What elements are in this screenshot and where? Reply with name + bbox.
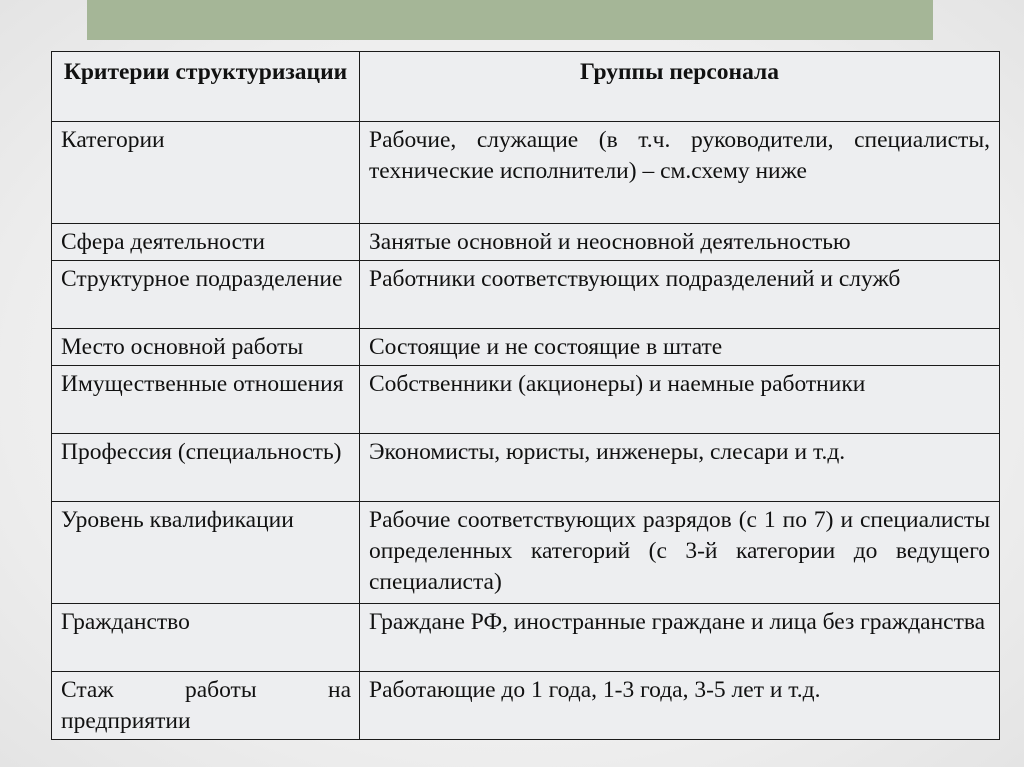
table-row: [52, 261, 1000, 329]
table-row: [52, 502, 1000, 604]
table-row: [52, 224, 1000, 261]
table-row: [52, 604, 1000, 672]
row-groups: Экономисты, юристы, инженеры, слесари и т.д.: [360, 434, 1000, 502]
row-groups: Работники соответствующих подразделений и служб: [360, 261, 1000, 329]
table-header-row: [52, 52, 1000, 122]
row-criterion: Имущественные отношения: [52, 366, 360, 434]
table-row: [52, 672, 1000, 740]
table-row: [52, 366, 1000, 434]
row-groups: Занятые основной и неосновной деятельностью: [360, 224, 1000, 261]
row-groups: Рабочие соответствующих разрядов (с 1 по 7) и специалисты определенных категорий (с 3-й категории до ведущего специалиста): [360, 502, 1000, 604]
row-criterion: Сфера деятельности: [52, 224, 360, 261]
row-groups: Работающие до 1 года, 1-3 года, 3-5 лет и т.д.: [360, 672, 1000, 740]
table-row: [52, 122, 1000, 224]
header-groups: Группы персонала: [360, 52, 1000, 122]
row-groups: Состоящие и не состоящие в штате: [360, 329, 1000, 366]
personnel-structure-table: [51, 51, 1000, 740]
row-criterion: Уровень квалификации: [52, 502, 360, 604]
row-criterion: Профессия (специальность): [52, 434, 360, 502]
row-criterion: Место основной работы: [52, 329, 360, 366]
personnel-structure-table-container: [51, 51, 999, 740]
row-criterion: Стаж работы на предприятии: [52, 672, 360, 740]
table-row: [52, 434, 1000, 502]
slide-title-band: [87, 0, 933, 40]
row-criterion: Гражданство: [52, 604, 360, 672]
row-groups: Граждане РФ, иностранные граждане и лица без гражданства: [360, 604, 1000, 672]
row-groups: Рабочие, служащие (в т.ч. руководители, специалисты, технические исполнители) – см.схему ниже: [360, 122, 1000, 224]
table-row: [52, 329, 1000, 366]
header-criteria: Критерии структуризации: [52, 52, 360, 122]
row-criterion: Структурное подразделение: [52, 261, 360, 329]
row-criterion: Категории: [52, 122, 360, 224]
row-groups: Собственники (акционеры) и наемные работники: [360, 366, 1000, 434]
